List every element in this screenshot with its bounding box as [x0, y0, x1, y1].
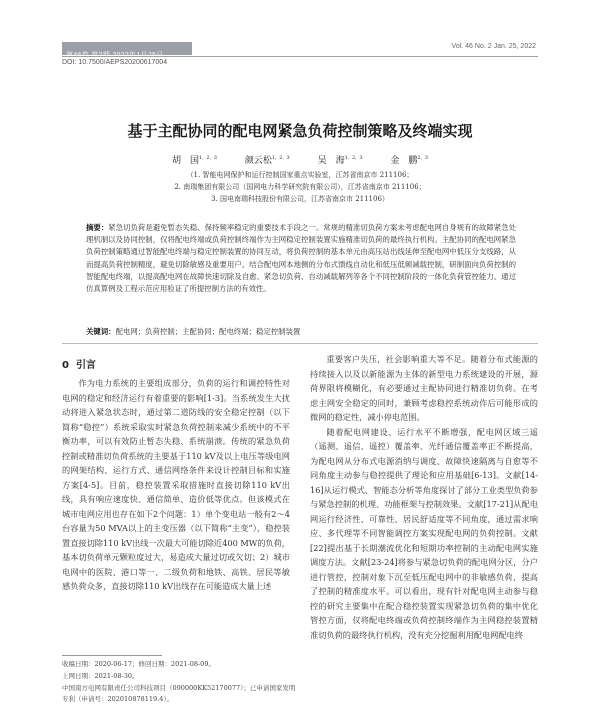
section-number: 0 — [62, 360, 69, 371]
left-column — [62, 376, 290, 594]
abstract-divider — [62, 343, 538, 344]
keywords-label: 关键词： — [86, 327, 116, 336]
paragraph: 随着配电网建设、运行水平不断增强，配电网区域三遥（遥测、遥信、遥控）覆盖率、光纤通信覆盖率正不断提高，为配电网从分布式电源消纳与调度、故障快速隔离与自愈等不同角度主动参与稳控提供了理论和应用基础[6-13]。文献[14-16]从运行模式、智能态分析等角度探讨了部分工业类型负荷参与紧急控制的机理、功能框架与控制效果。文献[17-21]从配电网运行经济性、可靠性、居民舒适度等不同角度，通过需求响应、多代理等不同智能调控方案实现配电网的负荷控制。文献[22]提出基于长期潮流优化和短期功率控制的主动配电网实施调度方法。文献[23-24]将参与紧急切负荷的配电网分区，分户进行管控，控制对象下沉至低压配电网中的非敏感负荷，提高了控制的精准度水平。可以看出，现有针对配电网主动参与稳控的研究主要集中在配合稳控装置实现紧急切负荷的集中优化管控方面，仅将配电终端或负荷控制终端作为主网稳控装置精准切负荷的最终执行机构，没有充分挖掘利用配电网配电终 — [310, 426, 538, 640]
author: 吴 海$^{1, 2, 3}$ — [317, 155, 363, 166]
paragraph: 重要客户失压，社会影响重大等不足。随着分布式能源的持续接入以及以新能源为主体的新型电力系统建设的开展，源荷界限将模糊化，有必要通过主配协同进行精准切负荷。在考虑主网安全稳定的同时，兼顾考虑稳控系统动作后可能形成的微网的稳定性，减小停电范围。 — [310, 354, 538, 422]
right-column — [310, 352, 538, 642]
keywords-text: 配电网；负荷控制；主配协同；配电终端；稳定控制装置 — [115, 327, 301, 336]
abstract-text: 紧急切负荷是避免暂态失稳、保持频率稳定的重要技术手段之一。常规的精准切负荷方案未考虑配电网自身规有的故障紧急处理机制以及协同控制，仅将配电终端或负荷控制终端作为主网稳定控制装置实施精准切负荷的最终执行机构。主配协同的配电网紧急负荷控制策略通过智能配电终端与稳定控制装置的协同互动，将负荷控制的基本单元由高压站出线延伸至配电网中低压分支线路，从而提高负荷控制精度，避免切除敏感及重要用户。结合配电网本地侧的分布式馈线自动化和低压低频减载控制，研制面向负荷控制的智能配电终端，以提高配电网在故障快速切除及自愈、紧急切负荷、自动减载解列等各个不同控制阶段的一体化负荷管控能力。通过仿真算例及工程示范应用验证了所提控制方法的有效性。 — [86, 223, 516, 294]
doi: DOI: 10.7500/AEPS20200617004 — [62, 59, 168, 66]
footnote-divider — [62, 655, 162, 656]
paragraph: 作为电力系统的主要组成部分，负荷的运行和调控特性对电网的稳定和经济运行有着重要的影响[1-3]。当系统发生大扰动将进入紧急状态时，通过第二道防线的安全稳定控制（以下简称“稳控”）系统采取实时紧急负荷控制来减少系统中的不平衡功率，可以有效防止暂态失稳、系统崩溃。传统的紧急负荷控制或精准切负荷系统的主要基于110 kV及以上电压等级电网的网架结构、运行方式、通信网络条件来设计控制目标和实施方案[4-5]。目前，稳控装置采取措施时直接切除110 kV出线，具有响应速度快、通信简单、造价低等优点。但该模式在城市电网应用也存在如下2个问题：1）单个变电站一般有2～4台容量为50 MVA以上的主变压器（以下简称“主变”），稳控装置直接切除110 kV出线一次最大可能切除近400 MW的负荷，基本切负荷单元颗粒度过大，易造成大量过切或欠切；2）城市电网中的医院、港口等一、二级负荷和地铁、高铁、居民等敏感负荷众多，直接切除110 kV出线存在可能造成大量上述 — [62, 378, 290, 591]
footnote: 上网日期：2021-08-30。 — [62, 672, 139, 680]
abstract-label: 摘要： — [86, 223, 109, 232]
keywords — [86, 326, 516, 337]
author: 金 鹏$^{2, 3}$ — [390, 155, 428, 166]
affiliation: 2. 南瑞集团有限公司（国网电力科学研究院有限公司），江苏省南京市 211106； — [174, 183, 426, 191]
abstract — [86, 222, 516, 295]
section-title: 引言 — [75, 360, 96, 371]
paper-title: 基于主配协同的配电网紧急负荷控制策略及终端实现 — [127, 122, 473, 140]
affiliation: （1. 智能电网保护和运行控制国家重点实验室，江苏省南京市 211106； — [186, 171, 414, 179]
section-heading — [62, 356, 96, 371]
author: 胡 国$^{1, 2, 3}$ — [172, 155, 217, 166]
author-list — [0, 153, 600, 166]
footnote: 收稿日期：2020-06-17；修回日期：2021-08-09。 — [62, 660, 215, 668]
footnote: 中国南方电网有限责任公司科技项目（090000KK52170077）；已申请国家发明专利（申请号：202010878119.4）。 — [62, 684, 296, 703]
header-divider — [62, 56, 538, 57]
author: 颜云松$^{1, 2, 3}$ — [244, 155, 290, 166]
journal-issue-band — [62, 42, 192, 55]
journal-volume: Vol. 46 No. 2 Jan. 25, 2022 — [451, 43, 536, 50]
affiliation: 3. 国电南瑞科技股份有限公司，江苏省南京市 211106） — [211, 195, 389, 203]
